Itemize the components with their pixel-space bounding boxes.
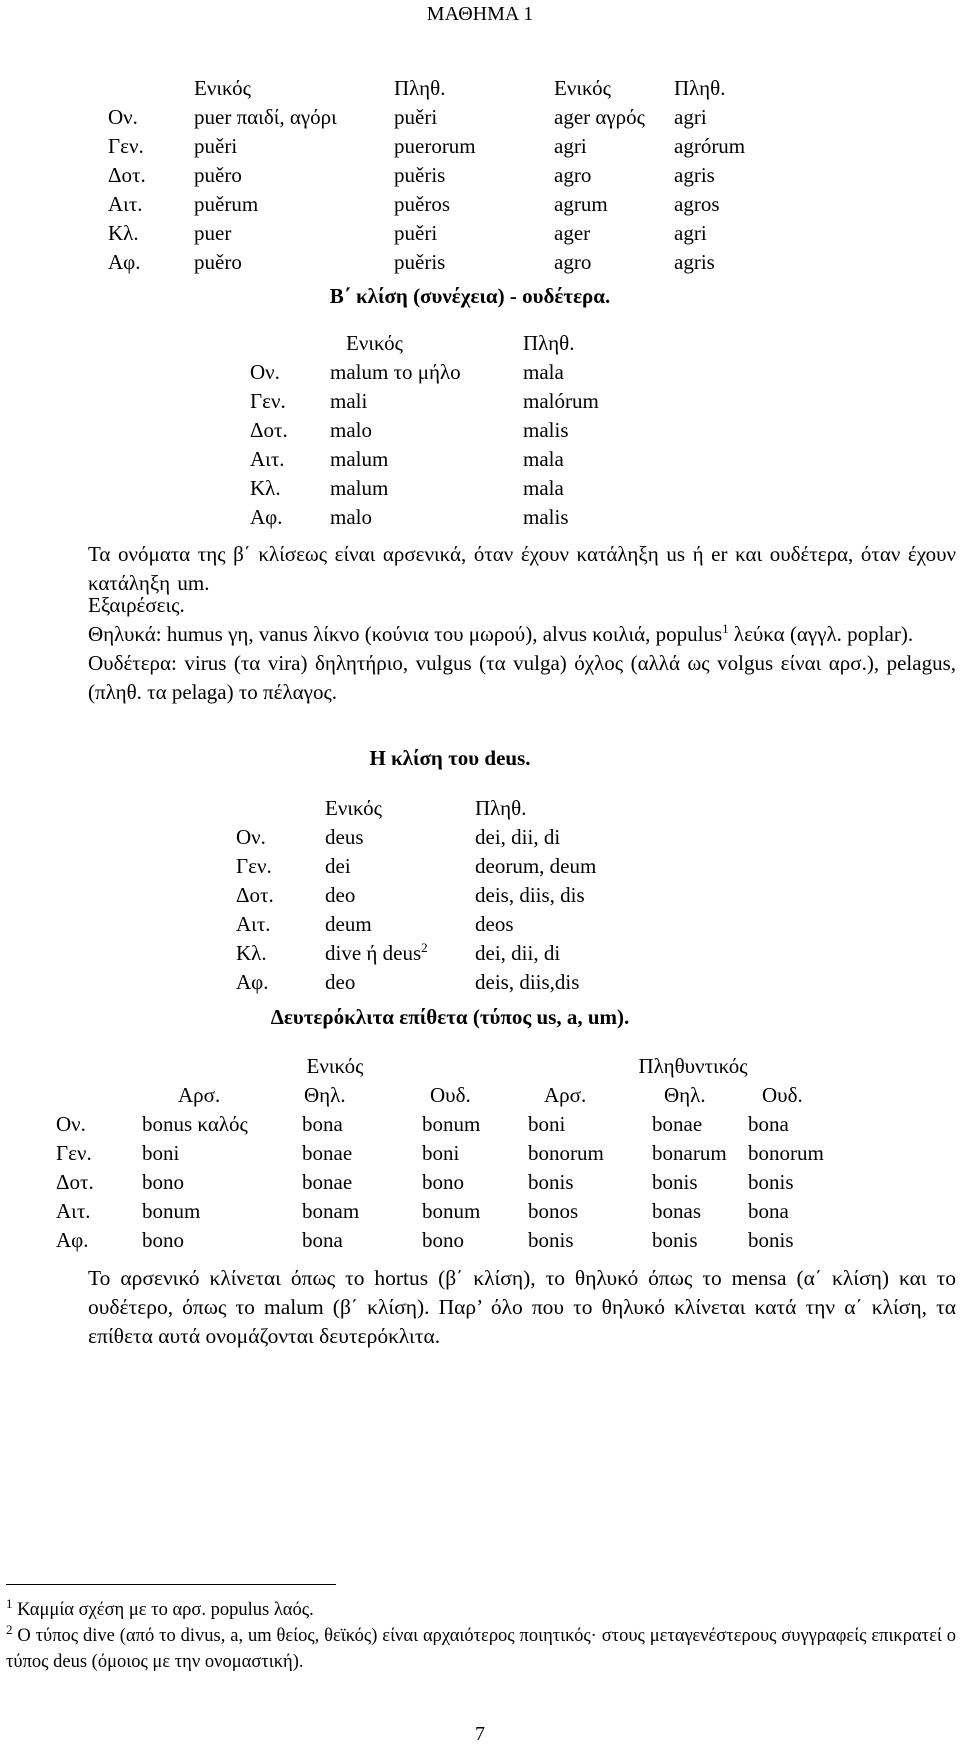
table-row <box>250 358 673 387</box>
cell-text: puěro <box>194 163 242 187</box>
column-header: Αρσ. <box>178 1083 221 1107</box>
footnote-text: Καμμία σχέση με το αρσ. populus λαός. <box>12 1600 314 1620</box>
table-cell <box>652 1139 748 1168</box>
cell-text: malum το μήλο <box>330 360 461 384</box>
table-cell <box>194 132 394 161</box>
cell-text: ager αγρός <box>554 105 645 129</box>
table-row <box>108 190 804 219</box>
cell-text: bonus καλός <box>142 1112 248 1136</box>
cell-text: puer <box>194 221 232 245</box>
cell-text: Κλ. <box>108 221 139 245</box>
cell-text: bonas <box>652 1199 701 1223</box>
column-header: Πληθ. <box>394 76 446 100</box>
table-cell <box>652 1110 748 1139</box>
cell-text: dei, dii, di <box>475 941 561 965</box>
table-cell <box>748 1197 848 1226</box>
table-cell <box>302 1110 422 1139</box>
cell-text: malo <box>330 418 372 442</box>
case-label <box>236 881 325 910</box>
cell-text: Ον. <box>56 1112 86 1136</box>
table-header-row <box>250 329 673 358</box>
cell-text: puěro <box>194 250 242 274</box>
table-row <box>236 939 675 968</box>
table-cell <box>194 248 394 277</box>
cell-text: puěrum <box>194 192 259 216</box>
table-row <box>56 1139 848 1168</box>
table-cell <box>528 1226 652 1255</box>
table-cell <box>748 1139 848 1168</box>
section-heading-neuter: Β΄ κλίση (συνέχεια) - ουδέτερα. <box>329 284 611 308</box>
cell-text: bonarum <box>652 1141 727 1165</box>
table-cell <box>523 387 673 416</box>
table-cell <box>554 103 674 132</box>
table-subheader-row <box>56 1081 848 1110</box>
table-cell <box>194 103 394 132</box>
column-header: Ουδ. <box>430 1083 471 1107</box>
cell-text: puěris <box>394 163 446 187</box>
cell-text: bonis <box>748 1170 794 1194</box>
table-cell <box>142 1226 302 1255</box>
cell-text: malum <box>330 447 389 471</box>
cell-text: Αιτ. <box>250 447 285 471</box>
adjectives-paragraph <box>88 1264 956 1351</box>
table-cell <box>674 219 804 248</box>
cell-text: puerorum <box>394 134 476 158</box>
cell-text: Γεν. <box>236 854 272 878</box>
case-label <box>108 219 194 248</box>
case-label <box>56 1168 142 1197</box>
table-cell <box>528 1168 652 1197</box>
table-cell <box>674 103 804 132</box>
cell-text: Αιτ. <box>108 192 143 216</box>
table-cell <box>56 1081 142 1110</box>
page-header: ΜΑΘΗΜΑ 1 <box>426 3 534 25</box>
cell-text: mala <box>523 447 564 471</box>
cell-text: agri <box>674 221 707 245</box>
table-cell <box>394 248 554 277</box>
declension-table-puer-ager <box>108 74 804 277</box>
case-label <box>236 823 325 852</box>
cell-text: Αφ. <box>236 970 269 994</box>
cell-text: agris <box>674 250 715 274</box>
cell-text: Ον. <box>236 825 266 849</box>
table-cell <box>422 1139 528 1168</box>
cell-text: bona <box>302 1228 343 1252</box>
table-header-row <box>236 794 675 823</box>
table-cell <box>523 358 673 387</box>
table-cell <box>652 1197 748 1226</box>
table-cell <box>194 190 394 219</box>
group-header-singular: Ενικός <box>306 1054 364 1078</box>
declension-table-bonus <box>56 1052 848 1255</box>
table-row <box>250 503 673 532</box>
table-cell <box>325 910 475 939</box>
case-label <box>108 161 194 190</box>
table-cell <box>523 445 673 474</box>
cell-text: puěri <box>194 134 238 158</box>
feminine-exceptions <box>88 620 956 649</box>
case-label <box>236 852 325 881</box>
cell-text: mala <box>523 360 564 384</box>
column-header: Ενικός <box>194 76 251 100</box>
column-header: Ενικός <box>346 331 403 355</box>
cell-text: bono <box>142 1170 184 1194</box>
cell-text: bono <box>142 1228 184 1252</box>
column-header: Θηλ. <box>664 1083 706 1107</box>
cell-text: dive ή deus <box>325 941 422 965</box>
cell-text: Αιτ. <box>236 912 271 936</box>
table-row <box>250 416 673 445</box>
case-label <box>250 445 330 474</box>
footnote-divider <box>6 1584 336 1585</box>
cell-text: bona <box>302 1112 343 1136</box>
table-cell <box>674 190 804 219</box>
cell-text: Κλ. <box>250 476 281 500</box>
cell-text: bonis <box>748 1228 794 1252</box>
case-label <box>108 248 194 277</box>
cell-text: Γεν. <box>250 389 286 413</box>
table-cell <box>523 474 673 503</box>
table-cell <box>528 1139 652 1168</box>
column-header: Ενικός <box>325 796 382 820</box>
case-label <box>250 503 330 532</box>
table-cell <box>394 219 554 248</box>
cell-text: Γεν. <box>56 1141 92 1165</box>
footnote-1 <box>6 1597 956 1623</box>
cell-text: boni <box>528 1112 566 1136</box>
table-cell <box>325 968 475 997</box>
group-header-row <box>56 1052 848 1081</box>
cell-text: malórum <box>523 389 599 413</box>
declension-table-deus <box>236 794 675 997</box>
table-cell <box>325 852 475 881</box>
cell-text: puěri <box>394 221 438 245</box>
table-row <box>236 968 675 997</box>
cell-text: bonis <box>528 1170 574 1194</box>
table-cell <box>142 1110 302 1139</box>
table-cell <box>394 132 554 161</box>
exceptions-block <box>88 591 956 707</box>
table-cell <box>394 161 554 190</box>
table-cell <box>528 1110 652 1139</box>
table-cell <box>422 1110 528 1139</box>
column-header: Θηλ. <box>304 1083 346 1107</box>
table-cell <box>475 968 675 997</box>
table-cell <box>475 910 675 939</box>
table-cell <box>194 219 394 248</box>
column-header: Αρσ. <box>544 1083 587 1107</box>
table-cell <box>674 248 804 277</box>
cell-text: bonae <box>302 1141 353 1165</box>
cell-text: bonum <box>142 1199 201 1223</box>
cell-text: Δοτ. <box>250 418 288 442</box>
table-row <box>108 132 804 161</box>
table-row <box>250 474 673 503</box>
table-cell <box>302 1139 422 1168</box>
table-cell <box>302 1197 422 1226</box>
table-cell <box>236 794 325 823</box>
table-row <box>56 1110 848 1139</box>
cell-text: malis <box>523 418 569 442</box>
case-label <box>250 416 330 445</box>
table-cell <box>394 103 554 132</box>
exceptions-title: Εξαιρέσεις. <box>88 593 185 617</box>
column-header: Ουδ. <box>762 1083 803 1107</box>
table-cell <box>475 852 675 881</box>
cell-text: deorum, deum <box>475 854 597 878</box>
section-heading-adjectives: Δευτερόκλιτα επίθετα (τύπος us, a, um). <box>270 1005 630 1029</box>
table-row <box>108 219 804 248</box>
footnote-number: 1 <box>6 1595 13 1611</box>
table-cell <box>108 74 194 103</box>
declension-table-malum <box>250 329 673 532</box>
cell-text: bono <box>422 1228 464 1252</box>
case-label <box>56 1197 142 1226</box>
table-cell <box>250 329 330 358</box>
table-cell <box>475 881 675 910</box>
cell-text: Αφ. <box>56 1228 89 1252</box>
cell-text: deis, diis, dis <box>475 883 585 907</box>
case-label <box>108 103 194 132</box>
table-row <box>56 1226 848 1255</box>
table-cell <box>394 190 554 219</box>
cell-text: mali <box>330 389 368 413</box>
column-header: Πληθ. <box>475 796 527 820</box>
table-cell <box>554 132 674 161</box>
page-number: 7 <box>475 1723 485 1745</box>
table-cell <box>56 1052 142 1081</box>
table-row <box>236 852 675 881</box>
table-cell <box>302 1168 422 1197</box>
case-label <box>56 1226 142 1255</box>
cell-text: bonis <box>652 1170 698 1194</box>
table-cell <box>475 823 675 852</box>
cell-text: dei, dii, di <box>475 825 561 849</box>
table-cell <box>302 1226 422 1255</box>
table-cell <box>142 1197 302 1226</box>
table-cell <box>528 1197 652 1226</box>
cell-text: bonam <box>302 1199 360 1223</box>
cell-text: bonis <box>528 1228 574 1252</box>
table-cell <box>475 939 675 968</box>
cell-text: Ον. <box>108 105 138 129</box>
table-row <box>108 248 804 277</box>
cell-text: agris <box>674 163 715 187</box>
cell-text: Αφ. <box>108 250 141 274</box>
cell-text: Κλ. <box>236 941 267 965</box>
table-row <box>56 1168 848 1197</box>
cell-text: Ον. <box>250 360 280 384</box>
case-label <box>236 968 325 997</box>
case-label <box>250 387 330 416</box>
table-cell <box>554 161 674 190</box>
table-cell <box>142 1168 302 1197</box>
cell-text: bono <box>422 1170 464 1194</box>
table-row <box>236 881 675 910</box>
table-cell <box>194 161 394 190</box>
table-cell <box>523 416 673 445</box>
column-header: Ενικός <box>554 76 611 100</box>
table-cell <box>330 445 523 474</box>
cell-text: dei <box>325 854 351 878</box>
table-cell <box>554 190 674 219</box>
cell-text: agri <box>554 134 587 158</box>
case-label <box>236 910 325 939</box>
column-header: Πληθ. <box>523 331 575 355</box>
footnotes <box>6 1597 956 1675</box>
table-cell <box>330 474 523 503</box>
cell-text: deum <box>325 912 372 936</box>
cell-text: malis <box>523 505 569 529</box>
cell-text: agro <box>554 163 592 187</box>
cell-text: bonae <box>302 1170 353 1194</box>
table-cell <box>422 1226 528 1255</box>
footnote-ref-1: 1 <box>722 621 729 636</box>
table-row <box>236 823 675 852</box>
cell-text: deus <box>325 825 364 849</box>
table-row <box>250 387 673 416</box>
cell-text: deo <box>325 883 356 907</box>
table-cell <box>554 219 674 248</box>
cell-text: Δοτ. <box>236 883 274 907</box>
table-row <box>56 1197 848 1226</box>
table-cell <box>330 416 523 445</box>
footnote-number: 2 <box>6 1621 13 1637</box>
cell-text: boni <box>142 1141 180 1165</box>
table-cell <box>330 358 523 387</box>
cell-text: ager <box>554 221 591 245</box>
case-label <box>108 190 194 219</box>
cell-text: Αφ. <box>250 505 283 529</box>
cell-text: agrórum <box>674 134 746 158</box>
table-cell <box>652 1168 748 1197</box>
cell-text: agros <box>674 192 720 216</box>
section-heading-deus: Η κλίση του deus. <box>369 746 531 770</box>
cell-text: bonorum <box>748 1141 824 1165</box>
cell-text: Αιτ. <box>56 1199 91 1223</box>
cell-text: puěros <box>394 192 450 216</box>
footnote-2 <box>6 1623 956 1675</box>
table-cell <box>422 1197 528 1226</box>
case-label <box>56 1110 142 1139</box>
table-cell <box>142 1139 302 1168</box>
cell-text: agrum <box>554 192 608 216</box>
footnote-ref-2: 2 <box>421 940 428 955</box>
cell-text: bonis <box>652 1228 698 1252</box>
table-cell <box>554 248 674 277</box>
cell-text: bonum <box>422 1112 481 1136</box>
cell-text: deos <box>475 912 514 936</box>
table-cell <box>523 503 673 532</box>
cell-text: bona <box>748 1112 789 1136</box>
table-cell <box>325 823 475 852</box>
cell-text: malo <box>330 505 372 529</box>
table-row <box>108 161 804 190</box>
column-header: Πληθ. <box>674 76 726 100</box>
cell-text: mala <box>523 476 564 500</box>
cell-text: Γεν. <box>108 134 144 158</box>
table-cell <box>325 939 475 968</box>
footnote-text: Ο τύπος dive (από το divus, a, um θείος, θεϊκός) είναι αρχαιότερος ποιητικός· στους μεταγενέστερους συγγραφείς επικρατεί ο τύπος deus (όμοιος με την ονομαστική). <box>6 1626 956 1672</box>
cell-text: boni <box>422 1141 460 1165</box>
cell-text: deis, diis,dis <box>475 970 580 994</box>
case-label <box>250 474 330 503</box>
case-label <box>250 358 330 387</box>
table-cell <box>422 1168 528 1197</box>
cell-text: puěris <box>394 250 446 274</box>
adjectives-text: Το αρσενικό κλίνεται όπως το hortus (β΄ κλίση), το θηλυκό όπως το mensa (α΄ κλίση) και το ουδέτερο, όπως το malum (β΄ κλίση). Παρ’ όλο που το θηλυκό κλίνεται κατά την α΄ κλίση, τα επίθετα αυτά ονομάζονται δευτερόκλιτα. <box>88 1266 956 1348</box>
cell-text: bonae <box>652 1112 703 1136</box>
feminine-text-b: λεύκα (αγγλ. poplar). <box>728 622 914 646</box>
table-row <box>250 445 673 474</box>
cell-text: agro <box>554 250 592 274</box>
feminine-text-a: Θηλυκά: humus γη, vanus λίκνο (κούνια του μωρού), alvus κοιλιά, populus <box>88 622 723 646</box>
table-cell <box>674 161 804 190</box>
table-cell <box>330 387 523 416</box>
cell-text: Δοτ. <box>108 163 146 187</box>
table-header-row <box>108 74 804 103</box>
table-row <box>236 910 675 939</box>
case-label <box>236 939 325 968</box>
table-row <box>108 103 804 132</box>
table-cell <box>748 1226 848 1255</box>
neuter-exceptions: Ουδέτερα: virus (τα vira) δηλητήριο, vulgus (τα vulga) όχλος (αλλά ως volgus είναι αρσ.), pelagus, (πληθ. τα pelaga) το πέλαγος. <box>88 651 956 704</box>
cell-text: bona <box>748 1199 789 1223</box>
table-cell <box>325 881 475 910</box>
table-cell <box>748 1168 848 1197</box>
cell-text: puer παιδί, αγόρι <box>194 105 337 129</box>
case-label <box>108 132 194 161</box>
cell-text: bonorum <box>528 1141 604 1165</box>
cell-text: bonos <box>528 1199 579 1223</box>
case-label <box>56 1139 142 1168</box>
cell-text: agri <box>674 105 707 129</box>
cell-text: puěri <box>394 105 438 129</box>
table-cell <box>330 503 523 532</box>
cell-text: deo <box>325 970 356 994</box>
cell-text: Δοτ. <box>56 1170 94 1194</box>
table-cell <box>748 1110 848 1139</box>
table-cell <box>674 132 804 161</box>
rule-paragraph <box>88 540 956 598</box>
group-header-plural: Πληθυντικός <box>638 1054 748 1078</box>
cell-text: bonum <box>422 1199 481 1223</box>
rule-text: Τα ονόματα της β΄ κλίσεως είναι αρσενικά, όταν έχουν κατάληξη us ή er και ουδέτερα, όταν έχουν κατάληξη um. <box>88 542 956 595</box>
cell-text: malum <box>330 476 389 500</box>
table-cell <box>652 1226 748 1255</box>
